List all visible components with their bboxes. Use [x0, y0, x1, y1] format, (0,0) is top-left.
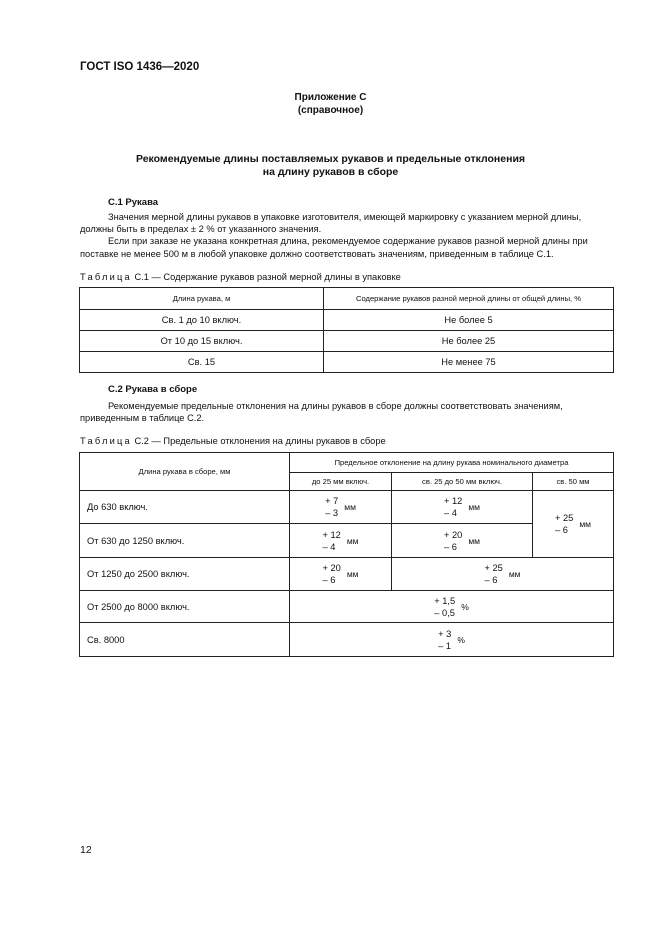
unit: мм — [468, 502, 481, 512]
section-c2-body — [80, 400, 616, 424]
lower-deviation: – 1 — [438, 640, 452, 651]
table2-caption — [80, 436, 386, 446]
table-row — [80, 591, 614, 623]
tolerance-cell — [290, 591, 614, 623]
row-label: Св. 8000 — [80, 623, 290, 657]
section-heading-c2: С.2 Рукава в сборе — [108, 384, 198, 395]
document-id: ГОСТ ISO 1436—2020 — [80, 61, 200, 73]
tolerance-cell — [290, 623, 614, 657]
paragraph: Значения мерной длины рукавов в упаковке изготовителя, имеющей маркировку с указанием мерной длины, должны быть в пределах ± 2 % от указанного значения. — [80, 212, 582, 235]
lower-deviation: – 6 — [322, 575, 336, 585]
upper-deviation: + 7 — [325, 496, 339, 506]
unit: мм — [508, 569, 521, 579]
main-title-line1: Рекомендуемые длины поставляемых рукавов и предельные отклонения — [135, 153, 526, 165]
main-title-line2: на длину рукавов в сборе — [262, 166, 399, 178]
unit: % — [461, 601, 469, 612]
tolerance-cell — [290, 558, 392, 591]
table-cell: Не менее 75 — [324, 352, 614, 373]
lower-deviation: – 4 — [443, 508, 457, 518]
table-row — [80, 558, 614, 591]
annex-title: Приложение С — [294, 92, 367, 103]
upper-deviation: + 12 — [322, 529, 341, 540]
unit: мм — [579, 519, 592, 529]
table1-header-content: Содержание рукавов разной мерной длины от общей длины, % — [324, 288, 614, 310]
row-label: От 1250 до 2500 включ. — [80, 558, 290, 591]
table-row — [80, 623, 614, 657]
table-c2 — [79, 452, 614, 657]
tolerance-cell — [392, 558, 614, 591]
table-cell: Св. 15 — [80, 352, 324, 373]
table-row — [80, 331, 614, 352]
table-caption-text: С.2 — Предельные отклонения на длины рукавов в сборе — [134, 436, 386, 446]
table1-caption — [80, 272, 401, 282]
upper-deviation: + 25 — [484, 563, 503, 573]
annex-subtitle: (справочное) — [297, 105, 364, 116]
upper-deviation: + 1,5 — [434, 595, 456, 606]
lower-deviation: – 6 — [484, 575, 498, 585]
unit: мм — [346, 535, 359, 546]
tolerance-cell — [290, 491, 392, 524]
table2-subheader: до 25 мм включ. — [290, 473, 392, 491]
tolerance-cell — [290, 524, 392, 558]
upper-deviation: + 12 — [443, 496, 463, 506]
table-caption-prefix: Таблица — [80, 436, 132, 446]
tolerance-cell — [392, 524, 533, 558]
table-row — [80, 352, 614, 373]
table2-header-length: Длина рукава в сборе, мм — [80, 453, 290, 491]
lower-deviation: – 3 — [325, 508, 338, 518]
table-caption-prefix: Таблица — [80, 272, 132, 282]
table-cell: Св. 1 до 10 включ. — [80, 310, 324, 331]
lower-deviation: – 6 — [554, 525, 568, 535]
unit: мм — [468, 535, 481, 546]
tolerance-cell — [392, 491, 533, 524]
table2-subheader: св. 50 мм — [533, 473, 614, 491]
table-cell: Не более 5 — [324, 310, 614, 331]
unit: мм — [346, 569, 359, 579]
lower-deviation: – 4 — [322, 541, 336, 552]
table-c1 — [79, 287, 614, 373]
upper-deviation: + 20 — [443, 529, 463, 540]
table1-header-length: Длина рукава, м — [80, 288, 324, 310]
section-c1-body — [80, 211, 616, 260]
table-cell: Не более 25 — [324, 331, 614, 352]
upper-deviation: + 25 — [554, 513, 574, 523]
row-label: До 630 включ. — [80, 491, 290, 524]
upper-deviation: + 3 — [438, 628, 452, 639]
lower-deviation: – 0,5 — [434, 607, 455, 618]
paragraph: Если при заказе не указана конкретная длина, рекомендуемое содержание рукавов разной мерной длины при поставке не менее 500 м в любой упаковке должно соответствовать значениям, приведенным в таблице С.1. — [80, 236, 588, 259]
table-cell: От 10 до 15 включ. — [80, 331, 324, 352]
row-label: От 630 до 1250 включ. — [80, 524, 290, 558]
table-caption-text: С.1 — Содержание рукавов разной мерной длины в упаковке — [134, 272, 401, 282]
lower-deviation: – 6 — [443, 541, 457, 552]
row-label: От 2500 до 8000 включ. — [80, 591, 290, 623]
paragraph: Рекомендуемые предельные отклонения на длины рукавов в сборе должны соответствовать значениям, приведенным в таблице С.2. — [80, 401, 563, 424]
table-row — [80, 310, 614, 331]
page-number: 12 — [80, 844, 92, 856]
table-row — [80, 491, 614, 524]
unit: мм — [344, 502, 356, 512]
unit: % — [457, 634, 465, 645]
upper-deviation: + 20 — [322, 563, 341, 573]
tolerance-cell — [533, 491, 614, 558]
section-heading-c1: С.1 Рукава — [108, 197, 159, 208]
table2-subheader: св. 25 до 50 мм включ. — [392, 473, 533, 491]
table2-header-group: Предельное отклонение на длину рукава номинального диаметра — [290, 453, 614, 473]
